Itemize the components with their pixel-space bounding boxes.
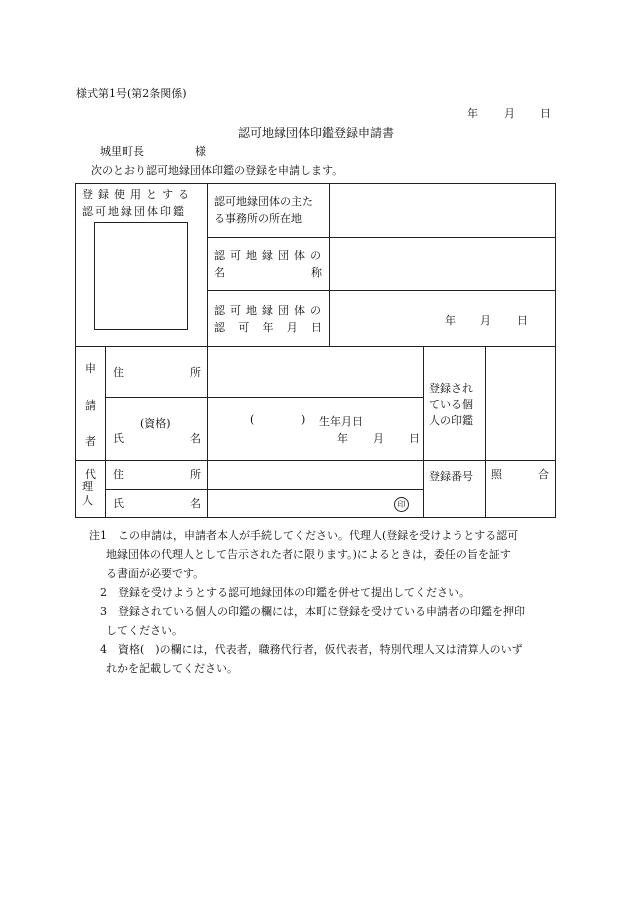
office-location-label-line2: る事務所の所在地: [214, 212, 302, 225]
note-4-line1: 4 資格( )の欄には，代表者，職務代行者，仮代表者，特別代理人又は清算人のいず: [100, 643, 523, 656]
check-input[interactable]: [490, 492, 552, 514]
page-title: 認可地縁団体印鑑登録申請書: [238, 126, 395, 140]
seal-label-line1: 登録使用とする: [82, 188, 194, 201]
applicant-side-char-2: 請: [85, 399, 96, 412]
header-date-year: 年: [467, 107, 478, 120]
group-seal-box: [94, 222, 188, 330]
applicant-side-char-1: 申: [85, 362, 96, 375]
group-name-input[interactable]: [335, 245, 549, 285]
personal-seal-label-line2: ている個: [429, 398, 473, 411]
agent-seal-mark: 印: [394, 497, 409, 512]
form-number: 様式第1号(第2条関係): [76, 87, 187, 100]
note-1-line1: 注1 この申請は，申請者本人が手続してください。代理人(登録を受けようとする認可: [89, 529, 519, 542]
registration-number-label: 登録番号: [429, 470, 473, 483]
birth-date-day[interactable]: 日: [409, 432, 420, 445]
approval-date-label-line2: 認 可 年 月 日: [214, 321, 322, 334]
addressee: 城里町長: [100, 145, 144, 158]
approval-date-day[interactable]: 日: [517, 314, 528, 327]
applicant-qualification-label: (資格): [140, 417, 171, 430]
applicant-name-label: 氏 名: [113, 432, 201, 445]
check-label: 照 合: [491, 468, 549, 481]
header-date-day: 日: [540, 107, 551, 120]
approval-date-month[interactable]: 月: [480, 314, 491, 327]
note-3-line2: してください。: [106, 624, 183, 637]
agent-name-input[interactable]: [213, 493, 383, 515]
approval-date-label-line1: 認可地縁団体の: [214, 304, 326, 317]
agent-side-label-line1: 代: [85, 468, 96, 481]
applicant-side-char-3: 者: [85, 435, 96, 448]
office-location-label-line1: 認可地縁団体の主た: [214, 195, 313, 208]
applicant-address-input[interactable]: [213, 352, 417, 392]
group-name-label-line2: 名 称: [214, 266, 322, 279]
header-date-month: 月: [504, 107, 515, 120]
registration-number-input[interactable]: [428, 492, 482, 514]
seal-label-line2: 認可地縁団体印鑑: [82, 205, 186, 218]
birth-date-label: 生年月日: [319, 415, 363, 428]
personal-seal-label-line3: 人の印鑑: [429, 414, 473, 427]
personal-seal-area[interactable]: [490, 352, 550, 454]
note-1-line2: 地縁団体の代理人として告示された者に限ります。)によるときは，委任の旨を証す: [106, 548, 511, 561]
agent-address-label: 住 所: [113, 468, 201, 481]
addressee-honorific: 様: [195, 145, 206, 158]
personal-seal-label-line1: 登録され: [429, 382, 473, 395]
office-location-input[interactable]: [335, 192, 549, 232]
agent-name-label: 氏 名: [113, 497, 201, 510]
group-name-label-line1: 認可地縁団体の: [214, 249, 326, 262]
intro-text: 次のとおり認可地縁団体印鑑の登録を申請します。: [91, 164, 344, 177]
agent-address-input[interactable]: [213, 464, 417, 486]
note-2-line1: 2 登録を受けようとする認可地縁団体の印鑑を併せて提出してください。: [100, 586, 470, 599]
approval-date-year[interactable]: 年: [445, 314, 456, 327]
birth-date-year[interactable]: 年: [337, 432, 348, 445]
agent-side-label-line2: 理人: [82, 480, 93, 507]
note-3-line1: 3 登録されている個人の印鑑の欄には，本町に登録を受けている申請者の印鑑を押印: [100, 605, 525, 618]
qualification-paren-open: (: [250, 413, 255, 426]
note-1-line3: る書面が必要です。: [106, 567, 205, 580]
birth-date-month[interactable]: 月: [373, 432, 384, 445]
applicant-address-label: 住 所: [113, 366, 201, 379]
note-4-line2: れかを記載してください。: [106, 662, 238, 675]
qualification-paren-close: ): [301, 413, 306, 426]
